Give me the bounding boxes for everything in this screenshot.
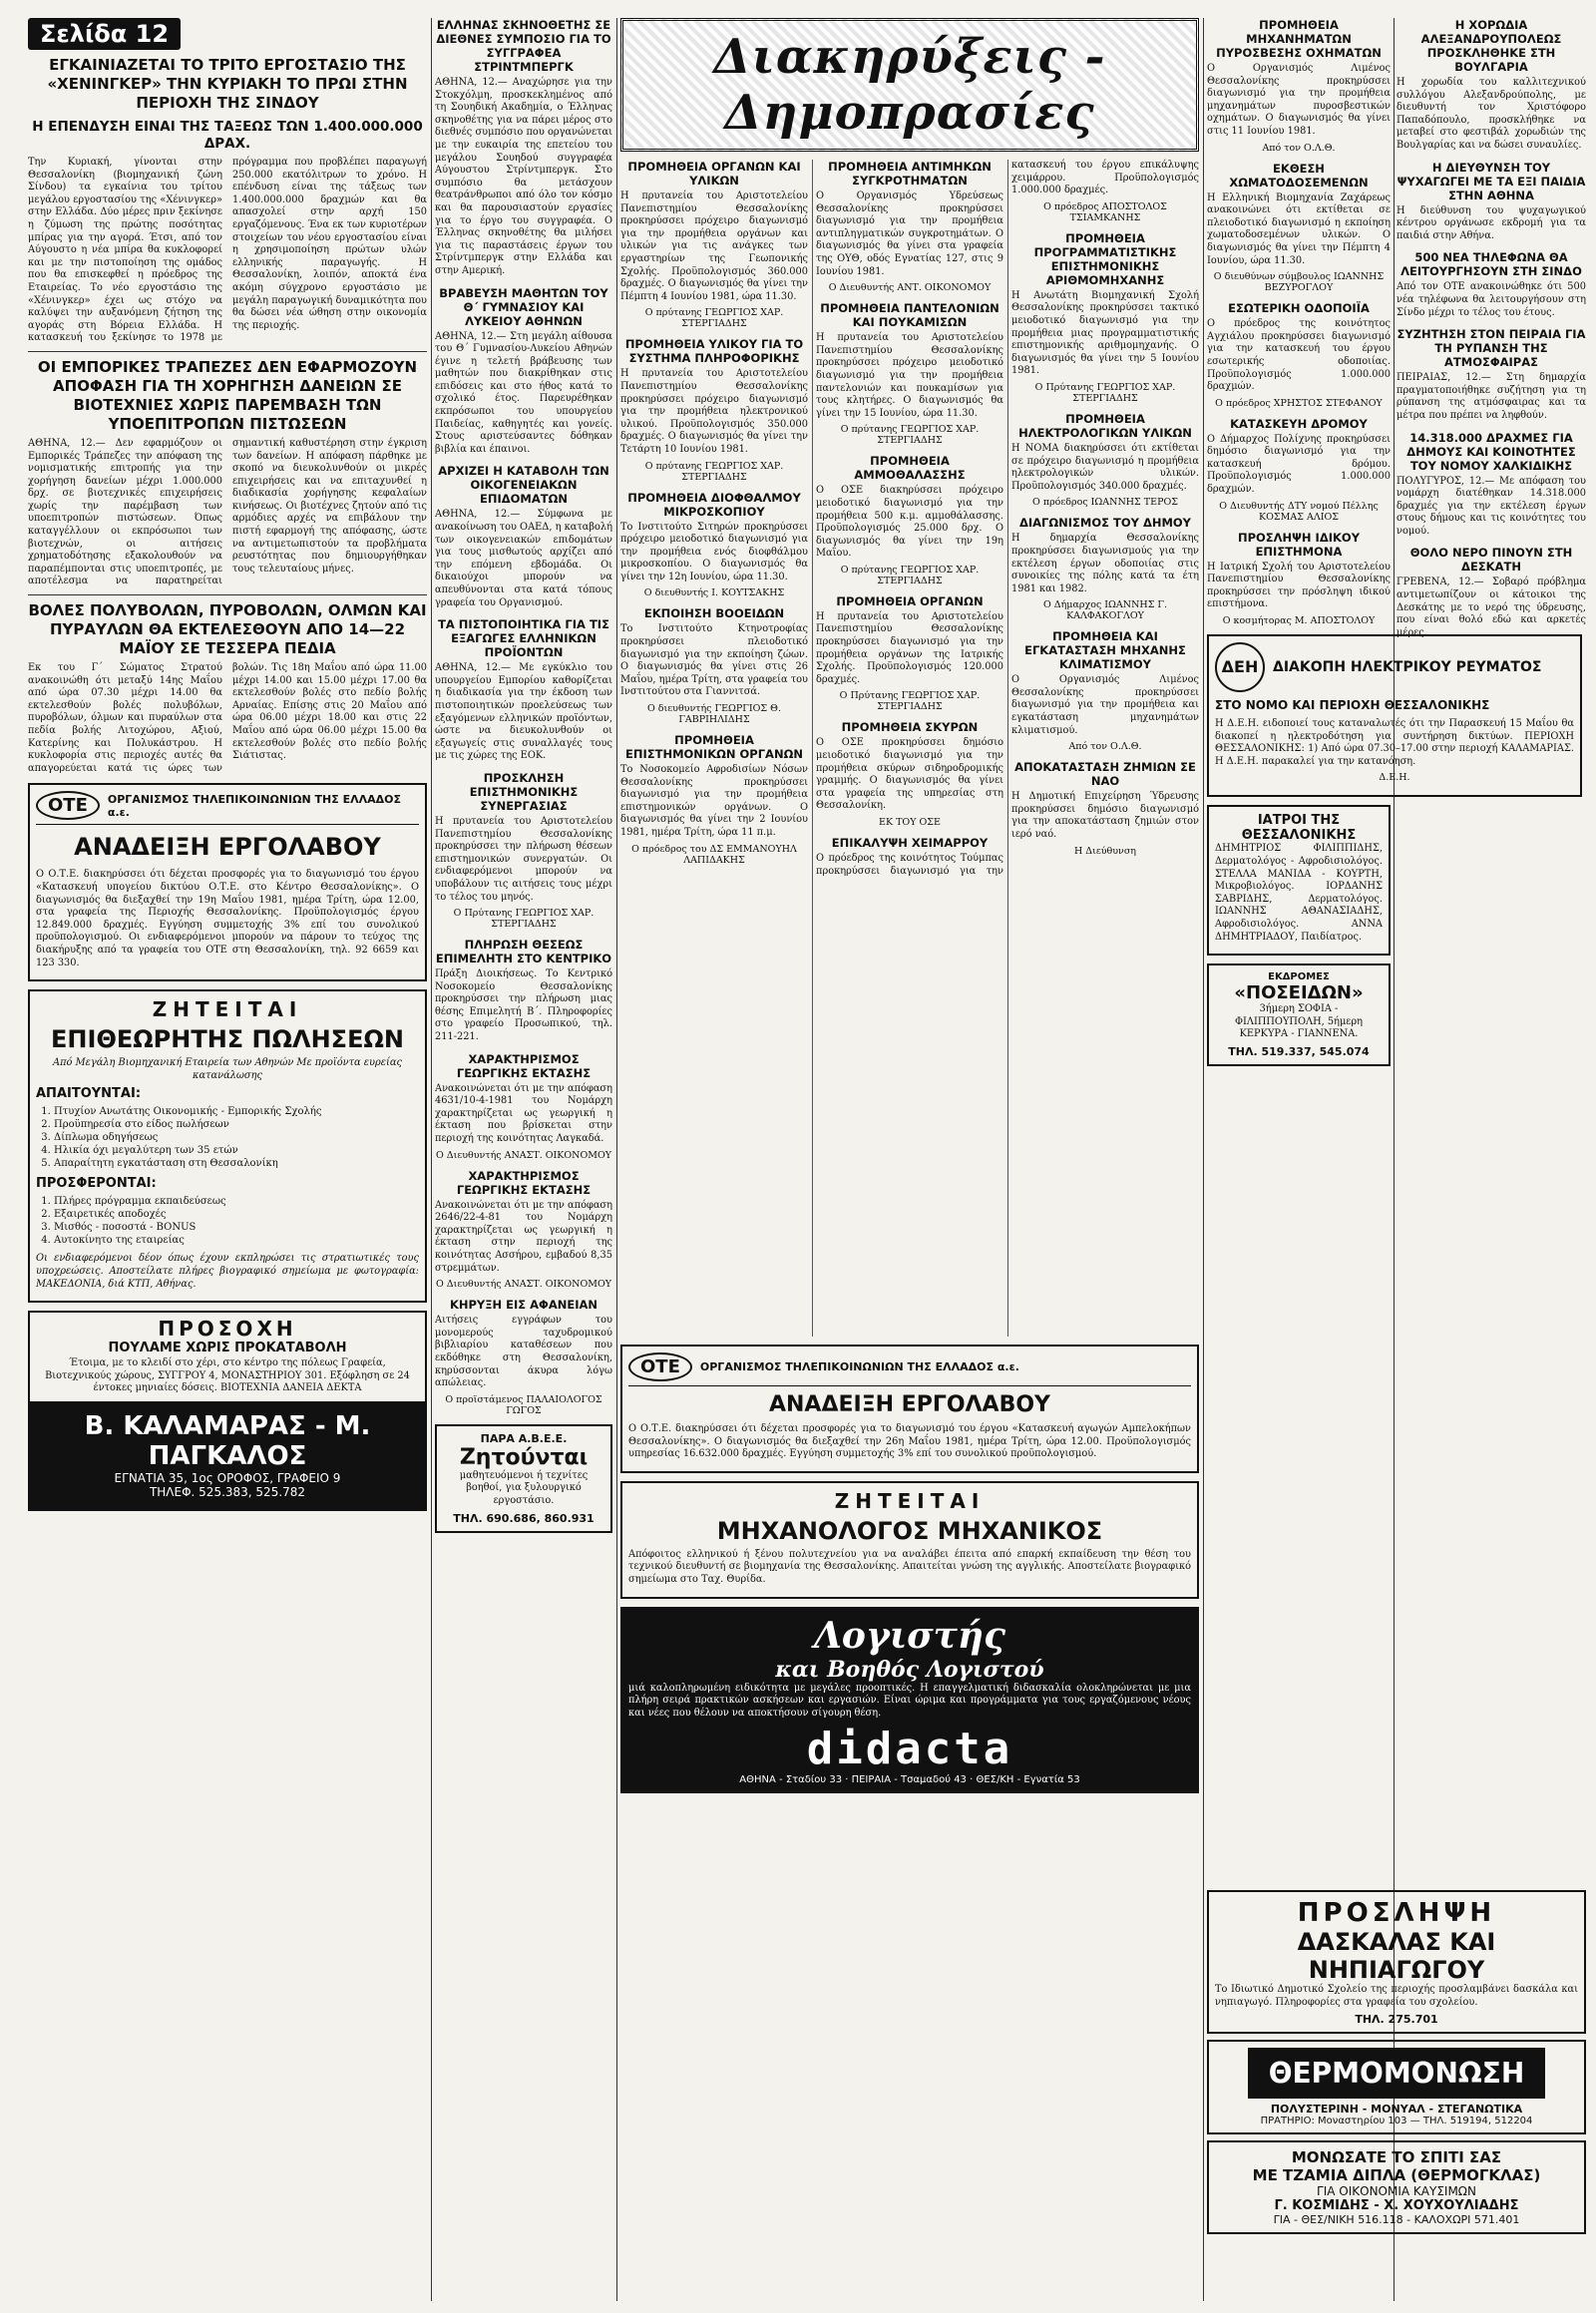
headline-declared-lost: ΚΗΡΥΞΗ ΕΙΣ ΑΦΑΝΕΙΑΝ (449, 1298, 598, 1313)
wanted-apprentices-ad (435, 1424, 612, 1533)
headline-position-filling: ΠΛΗΡΩΣΗ ΘΕΣΕΩΣ ΕΠΙΜΕΛΗΤΗ ΣΤΟ ΚΕΝΤΡΙΚΟ (435, 938, 612, 966)
offers-list (54, 1195, 419, 1247)
signature: Από τον Ο.Λ.Θ. (1068, 741, 1142, 753)
headline-firing-ranges: ΒΟΛΕΣ ΠΟΛΥΒΟΛΩΝ, ΠΥΡΟΒΟΛΩΝ, ΟΛΜΩΝ ΚΑΙ ΠΥΡΑΥΛΩΝ ΘΑ ΕΚΤΕΛΕΣΘΟΥΝ ΑΠΟ 14—22 ΜΑΪΟΥ ΣΕ ΤΕΣΣΕΡΑ ΠΕΔΙΑ (28, 601, 427, 658)
wanted-body: Απόφοιτος ελληνικού ή ξένου πολυτεχνείου για να αναλάβει έπειτα από επαρκή εκπαίδευση την θέση του τεχνικού διευθυντή σε βιομηχανία της Θεσσαλονίκης. Απαιτείται γνώση της αγγλικής. Αποστείλατε βιογραφικό σημείωμα στο Ταχ. Θυρίδα. (628, 1548, 1191, 1585)
notice-body: Η ΝΟΜΑ διακηρύσσει ότι εκτίθεται σε πρόχειρο διαγωνισμό η προμήθεια ηλεκτρολογικών υλικών. Προϋπολογισμός 340.000 δραχμές. (1011, 442, 1199, 492)
notice-body: Η Ελληνική Βιομηχανία Ζαχάρεως ανακοινώνει ότι εκτίθεται σε πλειοδοτικό διαγωνισμό η εκποίηση χωματοδοσεμένων υλικών. Ο διαγωνισμός θα γίνει την Πέμπτη 4 Ιουνίου, ώρα 11.30. (1207, 192, 1391, 266)
ad-line: ΜΕ ΤΖΑΜΙΑ ΔΙΠΛΑ (ΘΕΡΜΟΓΚΛΑΣ) (1252, 2166, 1541, 2185)
column-rule (616, 18, 617, 2301)
notice-heading: ΠΡΟΜΗΘΕΙΑ ΔΙΟΦΘΑΛΜΟΥ ΜΙΚΡΟΣΚΟΠΙΟΥ (627, 490, 801, 519)
doctors-body: ΔΗΜΗΤΡΙΟΣ ΦΙΛΙΠΠΙΔΗΣ, Δερματολόγος - Αφροδισιολόγος. ΣΤΕΛΛΑ ΜΑΝΙΔΑ - ΚΟΥΡΤΗ, Μικροβιολόγος. ΙΟΡΔΑΝΗΣ ΣΑΒΡΙΔΗΣ, Δερματολόγος. ΙΩΑΝΝΗΣ ΑΘΑΝΑΣΙΑΔΗΣ, Αφροδισιολόγος. ΑΝΝΑ ΔΗΜΗΤΡΙΑΔΟΥ, Παιδίατρος. (1215, 843, 1383, 943)
column-1 (28, 18, 427, 1519)
ote-header (36, 791, 419, 825)
article-banks-body: ΑΘΗΝΑ, 12.— Δεν εφαρμόζουν οι Εμπορικές Τράπεζες την απόφαση της νομισματικής επιτροπής για την χορήγηση δανείων μέχρι 1.000.000 δρχ. σε βιοτεχνικές επιχειρήσεις χωρίς την παρέμβαση των υποεπιτροπών πιστώσεων. Όπως καταγγέλλουν οι εκπρόσωποι των βιοτεχνών, οι αιτήσεις χρηματοδότησης εξακολουθούν να παραπέμπονται στις υποεπιτροπές, με αποτέλεσμα να παρατηρείται σημαντική καθυστέρηση στην έγκριση των δανείων. Η απόφαση πάρθηκε με σκοπό να διευκολυνθούν οι μικρές επιχειρήσεις και να επιταχυνθεί η διαδικασία χορήγησης κεφαλαίων κινήσεως. Οι βιοτέχνες ζητούν από τις αρμόδιες αρχές να επιβάλουν την πιστή εφαρμογή της απόφασης, ώστε να αντιμετωπιστούν τα προβλήματα ρευστότητας που δημιουργήθηκαν τους τελευταίους μήνες. (28, 437, 427, 587)
notice-heading: ΠΡΟΜΗΘΕΙΑ ΑΜΜΟΘΑΛΑΣΣΗΣ (854, 454, 966, 483)
ad-title: Ζητούνται (459, 1444, 589, 1470)
notice-heading: ΠΡΟΜΗΘΕΙΑ ΚΑΙ ΕΓΚΑΤΑΣΤΑΣΗ ΜΗΧΑΝΗΣ ΚΛΙΜΑΤΙΣΜΟΥ (1024, 629, 1186, 672)
deh-subtitle: ΣΤΟ ΝΟΜΟ ΚΑΙ ΠΕΡΙΟΧΗ ΘΕΣΣΑΛΟΝΙΚΗΣ (1215, 698, 1490, 713)
article-body: Ανακοινώνεται ότι με την απόφαση 2646/22-4-81 του Νομάρχη χαρακτηρίζεται ως γεωργική η έκταση στην περιοχή της κοινότητας Ασσήρου, εμβαδού 8,35 στρεμμάτων. (435, 1199, 612, 1274)
notice-heading: ΠΡΟΣΛΗΨΗ ΙΔΙΚΟΥ ΕΠΙΣΤΗΜΟΝΑ (1237, 530, 1361, 559)
thermo-address: ΠΡΑΤΗΡΙΟ: Μοναστηρίου 103 — ΤΗΛ. 519194, 512204 (1260, 2116, 1533, 2127)
article-body: Η πρυτανεία του Αριστοτελείου Πανεπιστημίου Θεσσαλονίκης προκηρύσσει την πλήρωση θέσεων επιστημονικών συνεργατών. Οι ενδιαφερόμενοι μπορούν να υποβάλουν τις αιτήσεις τους μέχρι το τέλος του μηνός. (435, 815, 612, 903)
ote-contractor-ad (28, 783, 427, 981)
notice-body: Ο Δήμαρχος Πολίχνης προκηρύσσει δημόσιο διαγωνισμό για την κατασκευή δρόμου. Προϋπολογισμός 1.000.000 δραχμών. (1207, 433, 1391, 496)
double-glazing-ad (1207, 2140, 1586, 2234)
accountant-subtitle: και Βοηθός Λογιστού (775, 1656, 1044, 1683)
signature: Ο Διευθυντής ΔΤΥ νομού Πέλλης ΚΟΣΜΑΣ ΑΛΙΟΣ (1219, 500, 1379, 523)
column-2 (435, 18, 612, 1541)
headline-banks-loans: ΟΙ ΕΜΠΟΡΙΚΕΣ ΤΡΑΠΕΖΕΣ ΔΕΝ ΕΦΑΡΜΟΖΟΥΝ ΑΠΟΦΑΣΗ ΓΙΑ ΤΗ ΧΟΡΗΓΗΣΗ ΔΑΝΕΙΩΝ ΣΕ ΒΙΟΤΕΧΝΙΕΣ ΧΩΡΙΣ ΠΑΡΕΜΒΑΣΗ ΤΩΝ ΥΠΟΕΠΙΤΡΟΠΩΝ ΠΙΣΤΩΣΕΩΝ (37, 357, 418, 433)
sales-inspector-ad (28, 989, 427, 1303)
article-firing-body: Εκ του Γ΄ Σώματος Στρατού ανακοινώθη ότι μεταξύ 14ης Μαΐου από ώρα 07.30 μέχρι 14.00 θα εκτελεσθούν βολές πολυβόλων, πυροβόλων, όλμων και πυραύλων στα πεδία βολής Λιτοχώρου, Αξιού, Κατερίνης και Πολυκάστρου. Η κυκλοφορία στις περιοχές αυτές θα απαγορεύεται κατά τις ώρες των βολών. Τις 18η Μαΐου από ώρα 11.00 μέχρι 14.00 και 15.00 μέχρι 17.00 θα εκτελεσθούν βολές στο πεδίο βολής Αρναίας. Επίσης στις 20 Μαΐου από ώρα 06.00 μέχρι 18.00 και στις 22 Μαΐου από ώρα 06.00 μέχρι 15.00 θα εκτελεσθούν βολές στο πεδίο βολής Σιάτιστας. (28, 662, 427, 774)
notice-heading: ΕΚΘΕΣΗ ΧΩΜΑΤΟΔΟΣΕΜΕΝΩΝ (1229, 161, 1369, 190)
ad-line: ΓΙΑ ΟΙΚΟΝΟΜΙΑ ΚΑΥΣΙΜΩΝ (1317, 2184, 1476, 2199)
ad-line: Γ. ΚΟΣΜΙΔΗΣ - Χ. ΧΟΥΧΟΥΛΙΑΔΗΣ (1274, 2198, 1519, 2214)
ote-ad-title: ΑΝΑΔΕΙΞΗ ΕΡΓΟΛΑΒΟΥ (768, 1392, 1050, 1417)
signature: Ο προϊστάμενος ΠΑΛΑΙΟΛΟΓΟΣ ΓΩΓΟΣ (445, 1393, 602, 1416)
list-item: 2. Προϋπηρεσία στο είδος πωλήσεων (54, 1118, 419, 1131)
accountant-ad (620, 1607, 1199, 1794)
article-body: Η διεύθυνση του ψυχαγωγικού κέντρου οργάνωσε εκδρομή για τα παιδιά στην Αθήνα. (1396, 204, 1586, 241)
divider (28, 351, 427, 352)
headline-scientific-cooperation: ΠΡΟΣΚΛΗΣΗ ΕΠΙΣΤΗΜΟΝΙΚΗΣ ΣΥΝΕΡΓΑΣΙΑΣ (469, 770, 579, 813)
signature: Ο πρόεδρος ΧΡΗΣΤΟΣ ΣΤΕΦΑΝΟΥ (1215, 397, 1383, 409)
ote-logo: ΟΤΕ (36, 791, 100, 820)
column-3-announcements (620, 18, 1199, 1793)
thermo-logo: ΘΕΡΜΟΜΟΝΩΣΗ (1248, 2048, 1546, 2099)
notice-body: Ο Οργανισμός Υδρεύσεως Θεσσαλονίκης προκηρύσσει διαγωνισμό για την προμήθεια αντιπληγματικών συγκροτημάτων. Ο διαγωνισμός θα γίνει στα γραφεία της ΟΥΘ, οδός Εγνατίας 127, στις 9 Ιουνίου 1981. (816, 191, 1003, 277)
signature: Ο Διευθυντής ΑΝΤ. ΟΙΚΟΝΟΜΟΥ (828, 282, 992, 294)
list-item: 4. Ηλικία όχι μεγαλύτερη των 35 ετών (54, 1144, 419, 1157)
requirements-label: ΑΠΑΙΤΟΥΝΤΑΙ: (36, 1086, 142, 1102)
divider (28, 594, 427, 595)
offers-label: ΠΡΟΣΦΕΡΟΝΤΑΙ: (36, 1176, 157, 1192)
headline-choir: Η ΧΟΡΩΔΙΑ ΑΛΕΞΑΝΔΡΟΥΠΟΛΕΩΣ ΠΡΟΣΚΛΗΘΗΚΕ ΣΤΗ ΒΟΥΛΓΑΡΙΑ (1420, 18, 1562, 74)
ote-ad-body: Ο Ο.Τ.Ε. διακηρύσσει ότι δέχεται προσφορές για το διαγωνισμό του έργου «Κατασκευή αγωγών Αμπελοκήπων Θεσσαλονίκης». Ο διαγωνισμός θα διεξαχθεί την 26η Μαΐου 1981, ημέρα Τρίτη, ώρα 12.00. Προϋπολογισμός υπηρεσίας 16.632.000 δραχμές. Εγγύηση συμμετοχής 3% επί του συνολικού προϋπολογισμού. (628, 1423, 1191, 1460)
article-body: ΑΘΗΝΑ, 12.— Με εγκύκλιο του υπουργείου Εμπορίου καθορίζεται η διαδικασία για την έκδοση των πιστοποιητικών προελεύσεως των εξαγόμενων ελληνικών προϊόντων, ώστε να διευκολυνθούν οι εξαγωγείς στις συναλλαγές τους με τις χώρες της ΕΟΚ. (435, 662, 612, 762)
doctors-title: ΙΑΤΡΟΙ ΤΗΣ ΘΕΣΣΑΛΟΝΙΚΗΣ (1241, 813, 1357, 844)
requirements-list (54, 1105, 419, 1170)
notice-heading: ΕΚΠΟΙΗΣΗ ΒΟΟΕΙΔΩΝ (643, 606, 785, 621)
notice-body: Το Ινστιτούτο Σιτηρών προκηρύσσει πρόχειρο μειοδοτικό διαγωνισμό για την προμήθεια ενός διοφθάλμου μικροσκοπίου. Ο διαγωνισμός θα γίνει την 12η Ιουνίου, ώρα 11.30. (620, 521, 808, 582)
thermomonosi-ad (1207, 2040, 1586, 2134)
notice-heading: ΠΡΟΜΗΘΕΙΑ ΑΝΤΙΜΗΚΩΝ ΣΥΓΚΡΟΤΗΜΑΤΩΝ (828, 160, 992, 188)
notice-body: Η Ανωτάτη Βιομηχανική Σχολή Θεσσαλονίκης προκηρύσσει τακτικό μειοδοτικό διαγωνισμό για την προμήθεια μιας προγραμματιστικής επιστημονικής αριθμομηχανής. Ο διαγωνισμός θα γίνει την 5 Ιουνίου 1981. (1011, 289, 1199, 377)
headline-pollution: ΣΥΖΗΤΗΣΗ ΣΤΟΝ ΠΕΙΡΑΙΑ ΓΙΑ ΤΗ ΡΥΠΑΝΣΗ ΤΗΣ ΑΤΜΟΣΦΑΙΡΑΣ (1396, 327, 1586, 370)
notice-heading: ΕΣΩΤΕΡΙΚΗ ΟΔΟΠΟΙΪΑ (1228, 301, 1370, 316)
headline-land-classification: ΧΑΡΑΚΤΗΡΙΣΜΟΣ ΓΕΩΡΓΙΚΗΣ ΕΚΤΑΣΗΣ (456, 1051, 592, 1080)
signature: Ο διευθυντής Ι. ΚΟΥΤΣΑΚΗΣ (643, 587, 785, 599)
poseidon-label: ΕΚΔΡΟΜΕΣ (1268, 971, 1330, 983)
wanted-subtitle: Από Μεγάλη Βιομηχανική Εταιρεία των Αθηνών Με προϊόντα ευρείας κατανάλωσης (53, 1057, 402, 1081)
headline-director-symposium: ΕΛΛΗΝΑΣ ΣΚΗΝΟΘΕΤΗΣ ΣΕ ΔΙΕΘΝΕΣ ΣΥΜΠΟΣΙΟ ΓΙΑ ΤΟ ΣΥΓΓΡΑΦΕΑ ΣΤΡΙΝΤΜΠΕΡΓΚ (436, 18, 611, 74)
list-item: 4. Αυτοκίνητο της εταιρείας (54, 1234, 419, 1247)
ote-org-name: ΟΡΓΑΝΙΣΜΟΣ ΤΗΛΕΠΙΚΟΙΝΩΝΙΩΝ ΤΗΣ ΕΛΛΑΔΟΣ α.ε. (107, 792, 402, 819)
notice-body: Η πρυτανεία του Αριστοτελείου Πανεπιστημίου Θεσσαλονίκης προκηρύσσει πρόχειρο διαγωνισμό για την προμήθεια οργάνων και υλικών για τις ανάγκες των εργαστηρίων της Γεωπονικής Σχολής. Προϋπολογισμός 360.000 δραχμές. Ο διαγωνισμός θα γίνει την Πέμπτη 4 Ιουνίου 1981, ώρα 11.30. (620, 191, 808, 302)
ad-phone: ΤΗΛΕΦ. 525.383, 525.782 (149, 1484, 306, 1499)
notice-heading: ΠΡΟΜΗΘΕΙΑ ΕΠΙΣΤΗΜΟΝΙΚΩΝ ΟΡΓΑΝΩΝ (625, 733, 803, 762)
bottom-ads-row (620, 1607, 1199, 1794)
notice-heading: ΠΡΟΜΗΘΕΙΑ ΗΛΕΚΤΡΟΛΟΓΙΚΩΝ ΥΛΙΚΩΝ (1018, 411, 1192, 440)
notice-body: Ο ΟΣΕ διακηρύσσει πρόχειρο μειοδοτικό διαγωνισμό για την προμήθεια 500 κ.μ. αμμοθάλασσης. Προϋπολογισμός 25.000 δρχ. Ο διαγωνισμός θα γίνει την 19η Μαΐου. (816, 485, 1003, 560)
didacta-address: ΑΘΗΝΑ - Σταδίου 33 · ΠΕΙΡΑΙΑ - Τσαμαδού 43 · ΘΕΣ/ΚΗ - Εγνατία 53 (739, 1774, 1080, 1786)
signature: Ο πρύτανης ΓΕΩΡΓΙΟΣ ΧΑΡ. ΣΤΕΡΓΙΑΔΗΣ (644, 460, 784, 483)
ad-address: ΕΓΝΑΤΙΑ 35, 1ος ΟΡΟΦΟΣ, ΓΡΑΦΕΙΟ 9 (114, 1470, 341, 1485)
poseidon-body: 3ήμερη ΣΟΦΙΑ - ΦΙΛΙΠΠΟΥΠΟΛΗ, 5ήμερη ΚΕΡΚΥΡΑ - ΓΙΑΝΝΕΝΑ. (1234, 1003, 1364, 1040)
signature: Ο πρύτανης ΓΕΩΡΓΙΟΣ ΧΑΡ. ΣΤΕΡΓΙΑΔΗΣ (840, 564, 980, 586)
doctors-ad (1207, 805, 1391, 956)
signature: Ο Πρύτανης ΓΕΩΡΓΙΟΣ ΧΑΡ. ΣΤΕΡΓΙΑΔΗΣ (839, 690, 981, 713)
hiring-phone: ΤΗΛ. 275.701 (1355, 2013, 1438, 2027)
ad-text: Έτοιμα, με το κλειδί στο χέρι, στο κέντρο της πόλεως Γραφεία, Βιοτεχνικούς χώρους, ΣΥΓΓΡΟΥ 4, ΜΟΝΑΣΤΗΡΙΟΥ 301. Εξόφληση σε 24 έντοκες μηνιαίες δόσεις. ΒΙΟΤΕΧΝΙΑ ΔΑΝΕΙΑ ΔΕΚΤΑ (45, 1357, 410, 1394)
article-body: Πράξη Διοικήσεως. Το Κεντρικό Νοσοκομείο Θεσσαλονίκης προκηρύσσει την πλήρωση μιας θέσης Επιμελητή Β΄. Πληροφορίες στο γραφείο Προσωπικού, τηλ. 211-221. (435, 968, 612, 1043)
signature: Ο διευθύνων σύμβουλος ΙΩΑΝΝΗΣ ΒΕΖΥΡΟΓΛΟΥ (1213, 271, 1385, 294)
accountant-body: μιά καλοπληρωμένη ειδικότητα με μεγάλες προοπτικές. Η επαγγελματική διδασκαλία ολοκληρώνεται με μια πλήρη σειρά πρακτικών ασκήσεων και εργασιών. Είναι ώριμα και προγράμματα για τους εργαζόμενους νέους και νέες που θέλουν να αποκτήσουν σίγουρη θέση. (628, 1682, 1191, 1719)
signature: Ο πρόεδρος ΙΩΑΝΝΗΣ ΤΕΡΟΣ (1032, 497, 1178, 509)
notice-body: Η Δημοτική Επιχείρηση Ύδρευσης προκηρύσσει δημόσιο διαγωνισμό για την αποκατάσταση ζημιών στον ιερό ναό. (1011, 791, 1199, 841)
notice-body: Ο πρόεδρος της κοινότητος Αγχιάλου προκηρύσσει διαγωνισμό για την κατασκευή του έργου εσωτερικής οδοποιίας. Προϋπολογισμός 1.000.000 δραχμών. (1207, 318, 1391, 393)
ote-contractor-ad-2 (620, 1345, 1199, 1473)
headline-new-phones: 500 ΝΕΑ ΤΗΛΕΦΩΝΑ ΘΑ ΛΕΙΤΟΥΡΓΗΣΟΥΝ ΣΤΗ ΣΙΝΔΟ (1400, 250, 1582, 279)
column-rule (1203, 18, 1204, 2301)
notice-heading: ΑΠΟΚΑΤΑΣΤΑΣΗ ΖΗΜΙΩΝ ΣΕ ΝΑΟ (1014, 760, 1196, 789)
signature: Ο Δήμαρχος ΙΩΑΝΝΗΣ Γ. ΚΑΛΦΑΚΟΓΛΟΥ (1042, 599, 1168, 622)
article-body: Η χορωδία του καλλιτεχνικού συλλόγου Αλεξανδρούπολης, με διευθυντή τον Χριστόφορο Παπαδόπουλο, προσκλήθηκε να μεταβεί στο φεστιβάλ χορωδιών της Βουλγαρίας και να δώσει συναυλίες. (1396, 77, 1586, 151)
deh-logo: ΔΕΗ (1215, 642, 1265, 692)
hiring-label: ΠΡΟΣΛΗΨΗ (1297, 1898, 1496, 1928)
kalamaras-ad (28, 1311, 427, 1511)
ad-phone: ΤΗΛ. 690.686, 860.931 (453, 1511, 595, 1525)
notice-heading: ΕΠΙΚΑΛΥΨΗ ΧΕΙΜΑΡΡΟΥ (831, 836, 989, 850)
signature: Ο Πρύτανης ΓΕΩΡΓΙΟΣ ΧΑΡ. ΣΤΕΡΓΙΑΔΗΣ (453, 908, 595, 931)
hiring-body: Το Ιδιωτικό Δημοτικό Σχολείο της περιοχής προσλαμβάνει δασκάλα και νηπιαγωγό. Πληροφορίες στα γραφεία του σχολείου. (1215, 1984, 1578, 2008)
article-body: ΓΡΕΒΕΝΑ, 12.— Σοβαρό πρόβλημα αντιμετωπίζουν οι κάτοικοι της Δεσκάτης με το νερό της ύδρευσης, που είναι θολό εδώ και αρκετές μέρες. (1396, 577, 1586, 638)
deh-body: Η Δ.Ε.Η. ειδοποιεί τους καταναλωτές ότι την Παρασκευή 15 Μαΐου θα διακοπεί η ηλεκτροδότηση για συντήρηση δικτύων. ΠΕΡΙΟΧΗ ΘΕΣΣΑΛΟΝΙΚΗΣ: 1) Από ώρα 07.30–17.00 στην περιοχή ΚΑΛΑΜΑΡΙΑΣ. Η Δ.Ε.Η. παρακαλεί για την κατανόηση. (1215, 718, 1574, 767)
notice-body: Η Ιατρική Σχολή του Αριστοτελείου Πανεπιστημίου Θεσσαλονίκης προκηρύσσει την πρόσληψη ιδικού επιστήμονα. (1207, 561, 1391, 610)
headline-muddy-water: ΘΟΛΟ ΝΕΡΟ ΠΙΝΟΥΝ ΣΤΗ ΔΕΣΚΑΤΗ (1409, 546, 1573, 575)
deh-header (1215, 642, 1574, 692)
wanted-label: ΖΗΤΕΙΤΑΙ (834, 1488, 986, 1513)
deh-power-cut-ad (1207, 634, 1582, 797)
column-5 (1396, 18, 1586, 643)
notice-heading: ΠΡΟΜΗΘΕΙΑ ΟΡΓΑΝΩΝ (836, 593, 984, 608)
ote-header (628, 1352, 1191, 1386)
headline-family-allowances: ΑΡΧΙΖΕΙ Η ΚΑΤΑΒΟΛΗ ΤΩΝ ΟΙΚΟΓΕΝΕΙΑΚΩΝ ΕΠΙΔΟΜΑΤΩΝ (438, 464, 609, 507)
signature: ΕΚ ΤΟΥ ΟΣΕ (879, 817, 941, 828)
section-banner: Διακηρύξεις - Δημοπρασίες (620, 18, 1199, 152)
signature: Ο διευθυντής ΓΕΩΡΓΙΟΣ Θ. ΓΑΒΡΙΗΛΙΔΗΣ (647, 703, 781, 726)
list-item: 1. Πτυχίον Ανωτάτης Οικονομικής - Εμπορικής Σχολής (54, 1105, 419, 1118)
signature: Ο πρόεδρος ΑΠΟΣΤΟΛΟΣ ΤΣΙΑΜΚΑΝΗΣ (1043, 200, 1167, 223)
notice-body: Η πρυτανεία του Αριστοτελείου Πανεπιστημίου Θεσσαλονίκης προκηρύσσει διαγωνισμό για την προμήθεια οργάνων της Ιατρικής Σχολής. Προϋπολογισμός 120.000 δραχμές. (816, 610, 1003, 685)
ad-names: Β. ΚΑΛΑΜΑΡΑΣ - Μ. ΠΑΓΚΑΛΟΣ (84, 1410, 371, 1471)
headline-chalkidiki-funds: 14.318.000 ΔΡΑΧΜΕΣ ΓΙΑ ΔΗΜΟΥΣ ΚΑΙ ΚΟΙΝΟΤΗΤΕΣ ΤΟΥ ΝΟΜΟΥ ΧΑΛΚΙΔΙΚΗΣ (1406, 430, 1576, 473)
notice-heading: ΚΑΤΑΣΚΕΥΗ ΔΡΟΜΟΥ (1230, 416, 1368, 431)
headline-heineken-factory: ΕΓΚΑΙΝΙΑΖΕΤΑΙ ΤΟ ΤΡΙΤΟ ΕΡΓΟΣΤΑΣΙΟ ΤΗΣ «ΧΕΝΙΝΓΚΕΡ» ΤΗΝ ΚΥΡΙΑΚΗ ΤΟ ΠΡΩΙ ΣΤΗΝ ΠΕΡΙΟΧΗ ΤΗΣ ΣΙΝΔΟΥ (47, 56, 408, 112)
headline-entertainment: Η ΔΙΕΥΘΥΝΣΗ ΤΟΥ ΨΥΧΑΓΩΓΕΙ ΜΕ ΤΑ ΕΞΙ ΠΑΙΔΙΑ ΣΤΗΝ ΑΘΗΝΑ (1396, 160, 1586, 202)
signature: Ο Πρύτανης ΓΕΩΡΓΙΟΣ ΧΑΡ. ΣΤΕΡΓΙΑΔΗΣ (1034, 381, 1176, 404)
wanted-footer: Οι ενδιαφερόμενοι δέον όπως έχουν εκπληρώσει τις στρατιωτικές τους υποχρεώσεις. Αποστείλατε πλήρες βιογραφικό σημείωμα με φωτογραφία: ΜΑΚΕΔΟΝΙΑ, διά ΚΤΠ, Αθήνας. (36, 1253, 419, 1290)
page-number-tag: Σελίδα 12 (28, 18, 181, 50)
ad-line: ΓΙΑ - ΘΕΣ/ΝΙΚΗ 516.118 - ΚΑΛΟΧΩΡΙ 571.401 (1273, 2213, 1520, 2227)
signature: Δ.Ε.Η. (1379, 772, 1410, 784)
teacher-hiring-ad (1207, 1890, 1586, 2034)
notice-body: Το Ινστιτούτο Κτηνοτροφίας προκηρύσσει πλειοδοτικό διαγωνισμό για την εκποίηση ζώων. Ο διαγωνισμός θα γίνει στις 26 Μαΐου, ημέρα Τρίτη, στα γραφεία του Ινστιτούτου στα Γιαννιτσά. (620, 623, 808, 698)
list-item: 1. Πλήρες πρόγραμμα εκπαιδεύσεως (54, 1195, 419, 1208)
wanted-title: ΕΠΙΘΕΩΡΗΤΗΣ ΠΩΛΗΣΕΩΝ (51, 1025, 404, 1054)
subheadline-investment: Η ΕΠΕΝΔΥΣΗ ΕΙΝΑΙ ΤΗΣ ΤΑΞΕΩΣ ΤΩΝ 1.400.000.000 ΔΡΑΧ. (32, 119, 423, 152)
mechanical-engineer-ad (620, 1481, 1199, 1599)
article-body: ΠΕΙΡΑΙΑΣ, 12.— Στη δημαρχία πραγματοποιήθηκε συζήτηση για τη ρύπανση της ατμόσφαιρας και τα μέτρα που πρέπει να ληφθούν. (1396, 372, 1586, 421)
signature: Ο πρύτανης ΓΕΩΡΓΙΟΣ ΧΑΡ. ΣΤΕΡΓΙΑΔΗΣ (644, 307, 784, 330)
signature: Ο Διευθυντής ΑΝΑΣΤ. ΟΙΚΟΝΟΜΟΥ (435, 1279, 612, 1291)
signature: Η Διεύθυνση (1073, 845, 1137, 857)
notice-heading: ΠΡΟΜΗΘΕΙΑ ΣΚΥΡΩΝ (841, 720, 979, 735)
column-rule (431, 18, 432, 2301)
headline-students-award: ΒΡΑΒΕΥΣΗ ΜΑΘΗΤΩΝ ΤΟΥ Θ΄ ΓΥΜΝΑΣΙΟΥ ΚΑΙ ΛΥΚΕΙΟΥ ΑΘΗΝΩΝ (439, 285, 608, 328)
list-item: 3. Δίπλωμα οδηγήσεως (54, 1131, 419, 1144)
notice-body: Ο ΟΣΕ προκηρύσσει δημόσιο μειοδοτικό διαγωνισμό για την προμήθεια σκύρων σιδηροδρομικής γραμμής. Ο διαγωνισμός θα γίνει στα γραφεία της υπηρεσίας στη Θεσσαλονίκη. (816, 737, 1003, 812)
wanted-label: ΖΗΤΕΙΤΑΙ (152, 997, 303, 1022)
poseidon-ad (1207, 964, 1391, 1066)
list-item: 3. Μισθός - ποσοστά - BONUS (54, 1221, 419, 1234)
signature: Ο πρύτανης ΓΕΩΡΓΙΟΣ ΧΑΡ. ΣΤΕΡΓΙΑΔΗΣ (840, 424, 980, 447)
article-body: ΑΘΗΝΑ, 12.— Σύμφωνα με ανακοίνωση του ΟΑΕΔ, η καταβολή των οικογενειακών επιδομάτων για τους μισθωτούς αρχίζει από την επόμενη εβδομάδα. Οι δικαιούχοι μπορούν να απευθύνονται στα κατά τόπους γραφεία του Οργανισμού. (435, 509, 613, 608)
list-item: 5. Απαραίτητη εγκατάσταση στη Θεσσαλονίκη (54, 1157, 419, 1170)
notice-body: Η πρυτανεία του Αριστοτελείου Πανεπιστημίου Θεσσαλονίκης προκηρύσσει πρόχειρο μειοδοτικό διαγωνισμό για την προμήθεια παντελονιών και πουκαμίσων για τους κλητήρες. Ο διαγωνισμός θα γίνει την 15 Ιουνίου, ώρα 11.30. (816, 332, 1003, 419)
article-body: Αιτήσεις εγγράφων του μονομερούς ταχυδρομικού βιβλιαρίου καταθέσεων που εκδόθηκε στη Θεσσαλονίκη, κηρύσσονται άκυρα λόγω απώλειας. (435, 1315, 612, 1389)
signature: Ο Διευθυντής ΑΝΑΣΤ. ΟΙΚΟΝΟΜΟΥ (435, 1149, 612, 1161)
notice-heading: ΠΡΟΜΗΘΕΙΑ ΜΗΧΑΝΗΜΑΤΩΝ ΠΥΡΟΣΒΕΣΗΣ ΟΧΗΜΑΤΩΝ (1216, 18, 1382, 60)
deh-title: ΔΙΑΚΟΠΗ ΗΛΕΚΤΡΙΚΟΥ ΡΕΥΜΑΤΟΣ (1273, 659, 1542, 676)
poseidon-name: «ΠΟΣΕΙΔΩΝ» (1234, 982, 1364, 1004)
ote-ad-title: ΑΝΑΔΕΙΞΗ ΕΡΓΟΛΑΒΟΥ (74, 833, 381, 862)
notice-body: Ο Οργανισμός Λιμένος Θεσσαλονίκης προκηρύσσει διαγωνισμό για την προμήθεια μηχανημάτων πυροσβεστικών οχημάτων. Ο διαγωνισμός θα γίνει στις 11 Ιουνίου 1981. (1207, 63, 1391, 137)
ote-logo: ΟΤΕ (628, 1352, 692, 1381)
notice-heading: ΠΡΟΜΗΘΕΙΑ ΠΑΝΤΕΛΟΝΙΩΝ ΚΑΙ ΠΟΥΚΑΜΙΣΩΝ (820, 301, 999, 330)
ad-line: ΜΟΝΩΣΑΤΕ ΤΟ ΣΠΙΤΙ ΣΑΣ (1291, 2148, 1502, 2167)
ad-attention: ΠΡΟΣΟΧΗ (158, 1317, 297, 1342)
wanted-title: ΜΗΧΑΝΟΛΟΓΟΣ ΜΗΧΑΝΙΚΟΣ (716, 1516, 1103, 1545)
notice-body: Ο πρόεδρος της κοινότητος Τούμπας προκηρύσσει διαγωνισμό για την κατασκευή του έργου επικάλυψης χειμάρρου. Προϋπολογισμός 1.000.000 δραχμές. (816, 160, 1199, 877)
article-body: Από τον ΟΤΕ ανακοινώθηκε ότι 500 νέα τηλέφωνα θα λειτουργήσουν στη Σίνδο μέχρι το τέλος του έτους. (1396, 281, 1586, 318)
ote-ad-body: Ο Ο.Τ.Ε. διακηρύσσει ότι δέχεται προσφορές για το διαγωνισμό του έργου «Κατασκευή υπογείου δικτύου Ο.Τ.Ε. στο Κέντρο Θεσσαλονίκης». Ο διαγωνισμός θα διεξαχθεί την 19η Μαΐου 1981, ημέρα Τρίτη, ώρα 12.00, στα γραφεία της Περιοχής Θεσσαλονίκης. Προϋπολογισμός έργου 12.849.000 δραχμές. Εγγύηση συμμετοχής 3% επί του συνολικού προϋπολογισμού. Οι ενδιαφερόμενοι μπορούν να πάρουν το τεύχος της διακήρυξης από τα γραφεία του ΟΤΕ στη Θεσσαλονίκη, τηλ. 92 6659 και 123 330. (36, 869, 419, 968)
signature: Από τον Ο.Λ.Θ. (1262, 142, 1336, 154)
bottom-right-ads (1207, 1890, 1586, 2234)
signature: Ο κοσμήτορας Μ. ΑΠΟΣΤΟΛΟΥ (1222, 615, 1376, 627)
notice-body: Ο Οργανισμός Λιμένος Θεσσαλονίκης προκηρύσσει διαγωνισμό για την προμήθεια και εγκατάσταση μηχανημάτων κλιματισμού. (1011, 674, 1199, 736)
ad-subtitle: ΠΟΥΛΑΜΕ ΧΩΡΙΣ ΠΡΟΚΑΤΑΒΟΛΗ (108, 1341, 347, 1356)
article-heineken-body: Την Κυριακή, γίνονται στην Θεσσαλονίκη (βιομηχανική ζώνη Σίνδου) τα εγκαίνια του τρίτου μεγάλου εργοστασίου της «Χένινγκερ» στην Ελλάδα. Δύο μέρες πριν ξεκίνησε η ζύμωση της πρώτης ποσότητας μπίρας για την αγορά. Έτσι, από τον Αύγουστο η νέα μπίρα θα κυκλοφορεί και με την πιστοποίηση της ομάδος που θα επισκεφθεί η πρόεδρος της Εταιρείας. Το νέο εργοστάσιο της «Χένινγκερ» έχει ως στόχο να καλύψει την αυξανόμενη ζήτηση της αγοράς στη Βόρεια Ελλάδα. Η κατασκευή του ξεκίνησε το 1978 με πρόγραμμα που προβλέπει παραγωγή 250.000 εκατόλιτρων το χρόνο. Η επένδυση είναι της τάξεως των 1.400.000.000 δραχμών και θα απασχολεί στην αρχή 150 εργαζόμενους. Ένα εκ των κυριοτέρων στοιχείων του νέου εργοστασίου είναι η χρησιμοποίηση πρώτων υλών ελληνικής παραγωγής. Η Θεσσαλονίκη, λοιπόν, αποκτά ένα ακόμη σύγχρονο εργοστάσιο με μεγάλη παραγωγική δυναμικότητα που θα δώσει νέα ώθηση στην οικονομία της περιοχής. (28, 157, 427, 344)
notice-body: Το Νοσοκομείο Αφροδισίων Νόσων Θεσσαλονίκης προκηρύσσει διαγωνισμό για την προμήθεια επιστημονικών οργάνων. Ο διαγωνισμός θα γίνει την 2 Ιουνίου 1981, ημέρα Τρίτη, ώρα 11 π.μ. (620, 764, 808, 838)
accountant-title: Λογιστής (814, 1614, 1005, 1657)
ote-org-name: ΟΡΓΑΝΙΣΜΟΣ ΤΗΛΕΠΙΚΟΙΝΩΝΙΩΝ ΤΗΣ ΕΛΛΑΔΟΣ α.ε. (699, 1360, 1019, 1373)
signature: Ο πρόεδρος του ΔΣ ΕΜΜΑΝΟΥΗΛ ΛΑΠΙΔΑΚΗΣ (631, 843, 797, 866)
notice-heading: ΔΙΑΓΩΝΙΣΜΟΣ ΤΟΥ ΔΗΜΟΥ (1018, 516, 1192, 531)
article-body: Ανακοινώνεται ότι με την απόφαση 4631/10-4-1981 του Νομάρχη χαρακτηρίζεται ως γεωργική η έκταση που βρίσκεται στην περιοχή της κοινότητας Λαγκαδά. (435, 1082, 612, 1145)
ad-company: ΠΑΡΑ Α.Β.Ε.Ε. (480, 1431, 568, 1445)
headline-export-certificates: ΤΑ ΠΙΣΤΟΠΟΙΗΤΙΚΑ ΓΙΑ ΤΙΣ ΕΞΑΓΩΓΕΣ ΕΛΛΗΝΙΚΩΝ ΠΡΟΪΟΝΤΩΝ (438, 617, 609, 660)
ad-footer (30, 1401, 425, 1509)
list-item: 2. Εξαιρετικές αποδοχές (54, 1208, 419, 1221)
announcements-grid (620, 160, 1199, 1337)
hiring-title: ΔΑΣΚΑΛΑΣ ΚΑΙ ΝΗΠΙΑΓΩΓΟΥ (1297, 1928, 1496, 1984)
notice-body: Η πρυτανεία του Αριστοτελείου Πανεπιστημίου Θεσσαλονίκης προκηρύσσει πρόχειρο διαγωνισμό για την προμήθεια ηλεκτρονικού υλικού. Προϋπολογισμός 350.000 δραχμές. Ο διαγωνισμός θα γίνει την Τετάρτη 10 Ιουνίου 1981. (620, 368, 808, 455)
notice-heading: ΠΡΟΜΗΘΕΙΑ ΥΛΙΚΟΥ ΓΙΑ ΤΟ ΣΥΣΤΗΜΑ ΠΛΗΡΟΦΟΡΙΚΗΣ (624, 337, 804, 366)
notice-body: Η δημαρχία Θεσσαλονίκης προκηρύσσει διαγωνισμούς για την εκτέλεση έργων οδοποιίας στις συνοικίες της πόλης κατά τα έτη 1981 και 1982. (1011, 533, 1199, 594)
ad-text: μαθητευόμενοι ή τεχνίτες βοηθοί, για ξυλουργικό εργοστάσιο. (459, 1469, 589, 1506)
poseidon-phone: ΤΗΛ. 519.337, 545.074 (1228, 1044, 1370, 1058)
article-body: ΑΘΗΝΑ, 12.— Στη μεγάλη αίθουσα του Θ΄ Γυμνασίου-Λυκείου Αθηνών έγινε η τελετή βράβευσης των μαθητών που διακρίθηκαν στις επιδόσεις και στο ήθος κατά το σχολικό έτος. Παρευρέθηκαν εκπρόσωποι του υπουργείου Παιδείας, καθηγητές και γονείς. Στους αριστεύσαντες δόθηκαν βιβλία και έπαινοι. (435, 330, 612, 455)
notice-heading: ΠΡΟΜΗΘΕΙΑ ΠΡΟΓΡΑΜΜΑΤΙΣΤΙΚΗΣ ΕΠΙΣΤΗΜΟΝΙΚΗΣ ΑΡΙΘΜΟΜΗΧΑΝΗΣ (1033, 230, 1177, 287)
didacta-logo: didacta (806, 1724, 1013, 1775)
headline-land-classification-2: ΧΑΡΑΚΤΗΡΙΣΜΟΣ ΓΕΩΡΓΙΚΗΣ ΕΚΤΑΣΗΣ (456, 1168, 592, 1197)
article-body: ΠΟΛΥΓΥΡΟΣ, 12.— Με απόφαση του νομάρχη διατέθηκαν 14.318.000 δραχμές για την εκτέλεση έργων στους δήμους και τις κοινότητες του νομού. (1396, 475, 1586, 537)
article-body: ΑΘΗΝΑ, 12.— Αναχώρησε για την Στοκχόλμη, προσκεκλημένος από τη Σουηδική Ακαδημία, ο Έλληνας σκηνοθέτης για να πάρει μέρος στο διεθνές συμπόσιο που οργανώνεται με την ευκαιρία της επετείου του μεγάλου Σουηδού συγγραφέα Αύγουστου Στρίντμπεργκ. Στο συμπόσιο θα μετάσχουν θεατράνθρωποι από όλο τον κόσμο και θα παρουσιαστούν εργασίες για το έργο του συγγραφέα. Ο Έλληνας σκηνοθέτης θα μιλήσει για τις παραστάσεις έργων του Στρίντμπεργκ στην Ελλάδα και στην Αμερική. (435, 77, 612, 276)
thermo-subtitle: ΠΟΛΥΣΤΕΡΙΝΗ - ΜΟΝΥΑΛ - ΣΤΕΓΑΝΩΤΙΚΑ (1270, 2103, 1523, 2117)
notice-heading: ΠΡΟΜΗΘΕΙΑ ΟΡΓΑΝΩΝ ΚΑΙ ΥΛΙΚΩΝ (627, 160, 801, 188)
